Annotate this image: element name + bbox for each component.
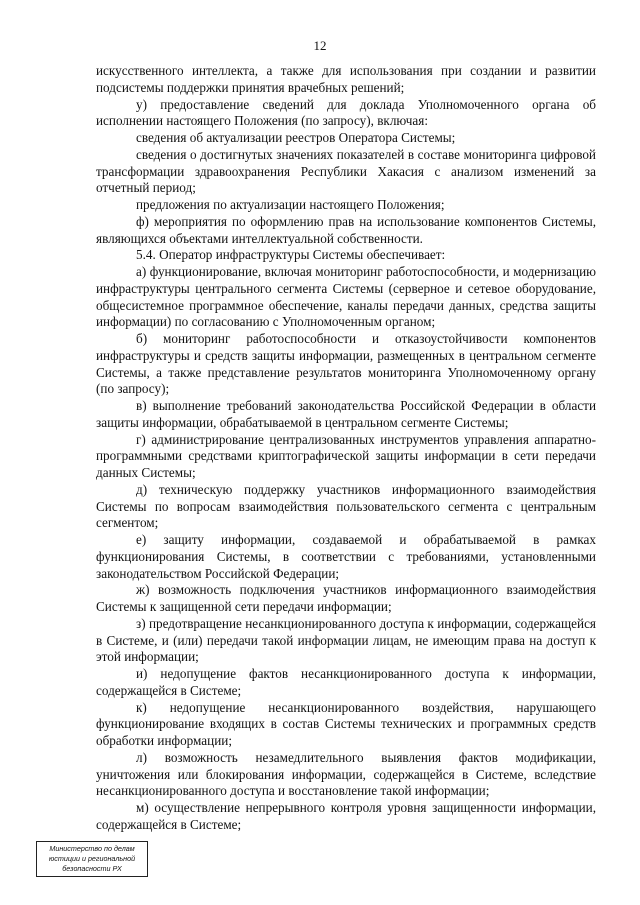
- document-paragraph: м) осуществление непрерывного контроля уровня защищенности информации, содержащейся в Системе;: [96, 800, 596, 832]
- document-paragraph: е) защиту информации, создаваемой и обрабатываемой в рамках функционирования Системы, в соответствии с требованиями, установленными законодательством Российской Федерации;: [96, 532, 596, 581]
- document-paragraph: а) функционирование, включая мониторинг работоспособности, и модернизацию инфраструктуры центрального сегмента Системы (серверное и сетевое оборудование, общесистемное программное обеспечение, каналы передачи данных, средства защиты информации) по согласованию с Уполномоченным органом;: [96, 264, 596, 330]
- document-paragraph: д) техническую поддержку участников информационного взаимодействия Системы по вопросам взаимодействия пользовательского сегмента с центральным сегментом;: [96, 481, 596, 531]
- document-paragraph: л) возможность незамедлительного выявления фактов модификации, уничтожения или блокирования информации, содержащейся в Системе, вследствие несанкционированного доступа и восстановление такой информации;: [96, 749, 596, 799]
- document-paragraph: у) предоставление сведений для доклада Уполномоченного органа об исполнении настоящего Положения (по запросу), включая:: [96, 96, 596, 129]
- document-paragraph: сведения о достигнутых значениях показателей в составе мониторинга цифровой трансформации здравоохранения Республики Хакасия с анализом изменений за отчетный период;: [96, 146, 596, 196]
- document-paragraph: к) недопущение несанкционированного воздействия, нарушающего функционирование входящих в состав Системы технических и программных средств обработки информации;: [96, 699, 596, 748]
- page-number: 12: [313, 38, 327, 53]
- document-paragraph: сведения об актуализации реестров Оператора Системы;: [136, 130, 456, 145]
- document-paragraph: г) администрирование централизованных инструментов управления аппаратно-программными средствами криптографической защиты информации в сети передачи данных Системы;: [96, 431, 596, 480]
- stamp-line: юстиции и региональной: [48, 854, 136, 863]
- document-paragraph: ж) возможность подключения участников информационного взаимодействия Системы к защищенной сети передачи информации;: [96, 582, 596, 614]
- document-paragraph: предложения по актуализации настоящего Положения;: [136, 197, 445, 212]
- document-paragraph: в) выполнение требований законодательства Российской Федерации в области защиты информации, обрабатываемой в центральном сегменте Системы;: [96, 398, 596, 430]
- ministry-stamp: [36, 841, 148, 877]
- document-paragraph: и) недопущение фактов несанкционированного доступа к информации, содержащейся в Системе;: [96, 666, 596, 698]
- stamp-line: безопасности РХ: [62, 864, 122, 873]
- document-paragraph: ф) мероприятия по оформлению прав на использование компонентов Системы, являющихся объектами интеллектуальной собственности.: [96, 213, 596, 246]
- stamp-line: Министерство по делам: [49, 844, 135, 853]
- document-paragraph: искусственного интеллекта, а также для использования при создании и развитии подсистемы поддержки принятия врачебных решений;: [96, 63, 596, 95]
- document-paragraph: 5.4. Оператор инфраструктуры Системы обеспечивает:: [136, 247, 446, 263]
- document-body: [96, 63, 596, 834]
- document-paragraph: б) мониторинг работоспособности и отказоустойчивости компонентов инфраструктуры и средств защиты информации, размещенных в центральном сегменте Системы, а также представление результатов мониторинга Уполномоченному органу (по запросу);: [96, 331, 596, 397]
- document-paragraph: з) предотвращение несанкционированного доступа к информации, содержащейся в Системе, и (или) передачи такой информации лицам, не имеющим права на доступ к этой информации;: [96, 615, 596, 665]
